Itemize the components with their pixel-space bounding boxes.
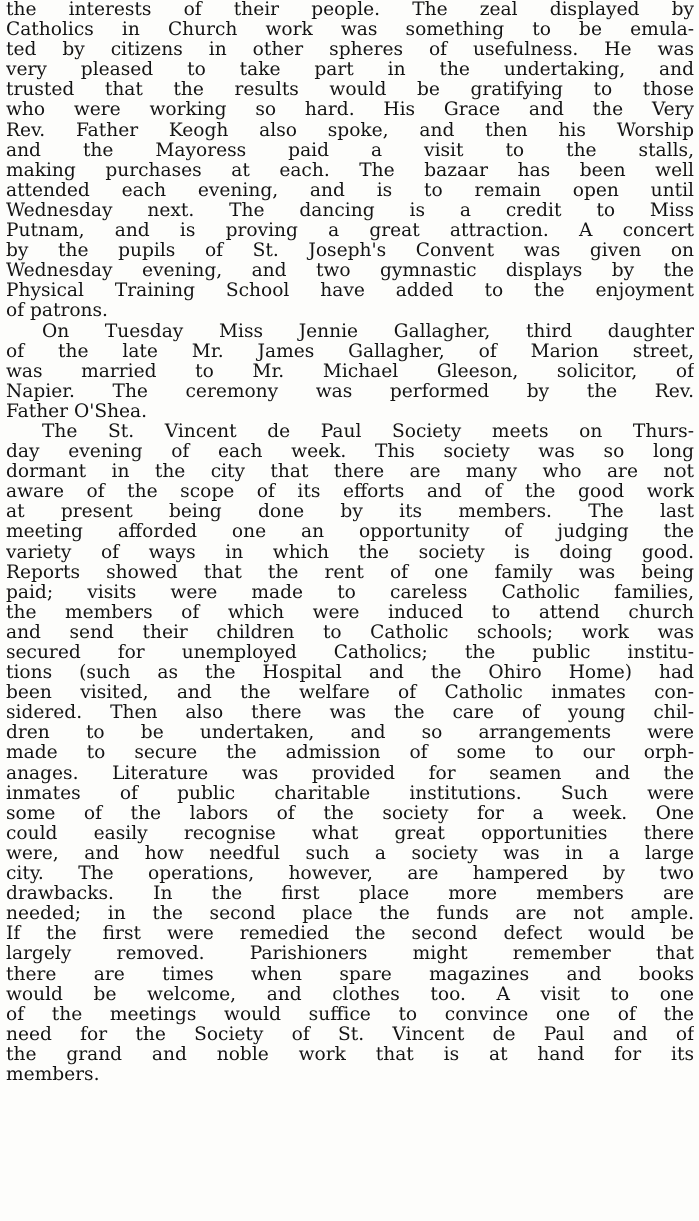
text-line: ted by citizens in other spheres of usefulness. He was [6, 40, 694, 61]
text-line: paid; visits were made to careless Catholic families, [6, 582, 694, 603]
text-line: Reports showed that the rent of one family was being [6, 562, 694, 583]
text-line: Napier. The ceremony was performed by the Rev. [6, 381, 694, 402]
text-line: there are times when spare magazines and books [6, 964, 694, 985]
text-line: attended each evening, and is to remain open until [6, 180, 694, 201]
article-paragraph [6, 322, 694, 422]
text-line: Father O'Shea. [6, 401, 148, 422]
text-line: could easily recognise what great opportunities there [6, 823, 694, 844]
text-line: was married to Mr. Michael Gleeson, solicitor, of [6, 361, 694, 382]
text-line: some of the labors of the society for a week. One [6, 803, 694, 824]
text-line: Rev. Father Keogh also spoke, and then his Worship [6, 120, 694, 141]
text-line: of the meetings would suffice to convince one of the [6, 1004, 694, 1025]
text-line: Wednesday evening, and two gymnastic displays by the [6, 261, 694, 282]
text-line: members. [6, 1064, 100, 1085]
text-line: tions (such as the Hospital and the Ohiro Home) had [6, 663, 694, 684]
text-line: trusted that the results would be gratifying to those [6, 80, 694, 101]
text-line: city. The operations, however, are hampered by two [6, 864, 694, 885]
text-line: who were working so hard. His Grace and the Very [6, 100, 694, 121]
text-line: need for the Society of St. Vincent de Paul and of [6, 1024, 694, 1045]
text-line: the interests of their people. The zeal displayed by [6, 0, 694, 20]
text-line: the grand and noble work that is at hand for its [6, 1044, 694, 1065]
article-column [6, 0, 694, 1085]
text-line: inmates of public charitable institutions. Such were [6, 783, 694, 804]
text-line: by the pupils of St. Joseph's Convent was given on [6, 241, 694, 262]
text-line: drawbacks. In the first place more members are [6, 884, 694, 905]
article-paragraph [6, 0, 694, 322]
text-line: variety of ways in which the society is doing good. [6, 542, 694, 563]
text-line: were, and how needful such a society was in a large [6, 843, 694, 864]
text-line: needed; in the second place the funds are not ample. [6, 904, 694, 925]
text-line: very pleased to take part in the undertaking, and [6, 60, 694, 81]
text-line: of the late Mr. James Gallagher, of Marion street, [6, 341, 694, 362]
text-line: anages. Literature was provided for seamen and the [6, 763, 694, 784]
text-line: would be welcome, and clothes too. A visit to one [6, 984, 694, 1005]
text-line: dormant in the city that there are many who are not [6, 462, 694, 483]
text-line: Catholics in Church work was something to be emula- [6, 20, 694, 41]
text-line: The St. Vincent de Paul Society meets on Thurs- [42, 421, 694, 442]
text-line: Physical Training School have added to the enjoyment [6, 281, 694, 302]
text-line: aware of the scope of its efforts and of the good work [6, 482, 694, 503]
text-line: day evening of each week. This society was so long [6, 442, 694, 463]
text-line: the members of which were induced to attend church [6, 602, 694, 623]
text-line: making purchases at each. The bazaar has been well [6, 160, 694, 181]
text-line: made to secure the admission of some to our orph- [6, 743, 694, 764]
text-line: largely removed. Parishioners might remember that [6, 944, 694, 965]
text-line: of patrons. [6, 301, 108, 322]
article-paragraph [6, 422, 694, 1085]
text-line: sidered. Then also there was the care of young chil- [6, 703, 694, 724]
text-line: at present being done by its members. The last [6, 502, 694, 523]
text-line: and send their children to Catholic schools; work was [6, 622, 694, 643]
text-line: secured for unemployed Catholics; the public institu- [6, 643, 694, 663]
text-line: dren to be undertaken, and so arrangements were [6, 723, 694, 744]
text-line: and the Mayoress paid a visit to the stalls, [6, 140, 694, 161]
text-line: been visited, and the welfare of Catholic inmates con- [6, 683, 694, 704]
text-line: meeting afforded one an opportunity of judging the [6, 522, 694, 543]
text-line: On Tuesday Miss Jennie Gallagher, third daughter [42, 321, 694, 342]
text-line: If the first were remedied the second defect would be [6, 924, 694, 945]
text-line: Putnam, and is proving a great attraction. A concert [6, 221, 694, 242]
text-line: Wednesday next. The dancing is a credit to Miss [6, 200, 694, 221]
